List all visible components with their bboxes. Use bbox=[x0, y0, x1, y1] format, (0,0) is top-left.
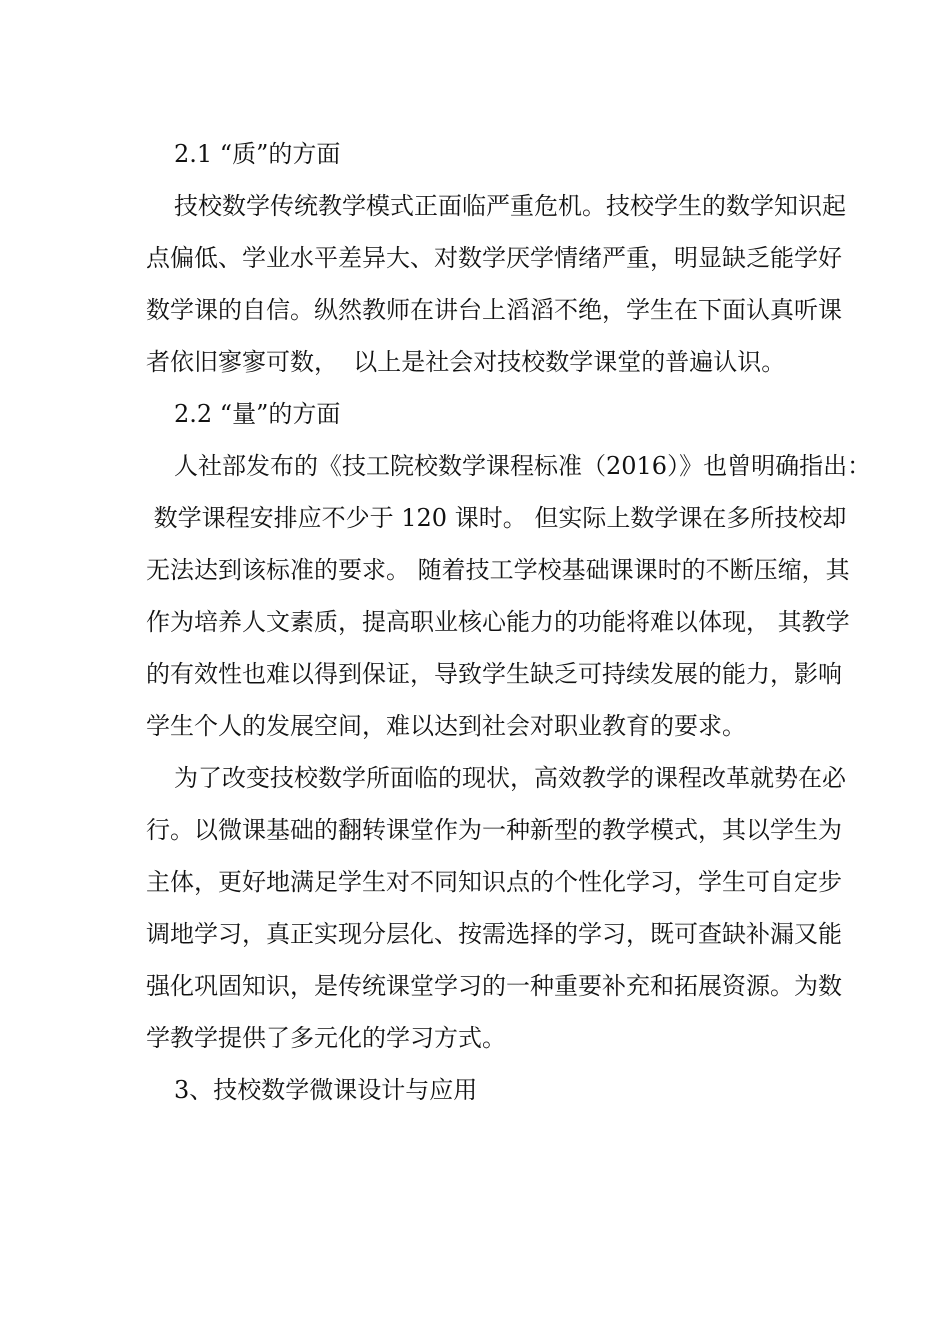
paragraph-line: 为了改变技校数学所面临的现状，高效教学的课程改革就势在必 bbox=[174, 764, 846, 792]
paragraph-line: 数学课程安排应不少于 120 课时。 但实际上数学课在多所技校却 bbox=[146, 504, 847, 532]
paragraph-line: 作为培养人文素质，提高职业核心能力的功能将难以体现， 其教学 bbox=[146, 608, 850, 636]
paragraph-line: 调地学习，真正实现分层化、按需选择的学习，既可查缺补漏又能 bbox=[146, 920, 842, 948]
paragraph-line: 的有效性也难以得到保证，导致学生缺乏可持续发展的能力，影响 bbox=[146, 660, 842, 688]
paragraph-line: 人社部发布的《技工院校数学课程标准（2016）》也曾明确指出： bbox=[174, 452, 872, 480]
section-heading-2-1: 2.1 “质”的方面 bbox=[174, 140, 341, 168]
paragraph-line: 数学课的自信。纵然教师在讲台上滔滔不绝，学生在下面认真听课 bbox=[146, 296, 842, 324]
paragraph-line: 主体，更好地满足学生对不同知识点的个性化学习，学生可自定步 bbox=[146, 868, 842, 896]
paragraph-line: 无法达到该标准的要求。 随着技工学校基础课课时的不断压缩，其 bbox=[146, 556, 850, 584]
paragraph-line: 行。以微课基础的翻转课堂作为一种新型的教学模式，其以学生为 bbox=[146, 816, 842, 844]
paragraph-line: 技校数学传统教学模式正面临严重危机。技校学生的数学知识起 bbox=[174, 192, 846, 220]
paragraph-line: 点偏低、学业水平差异大、对数学厌学情绪严重，明显缺乏能学好 bbox=[146, 244, 842, 272]
paragraph-line: 者依旧寥寥可数， 以上是社会对技校数学课堂的普遍认识。 bbox=[146, 348, 786, 376]
paragraph-line: 强化巩固知识，是传统课堂学习的一种重要补充和拓展资源。为数 bbox=[146, 972, 842, 1000]
paragraph-line: 学教学提供了多元化的学习方式。 bbox=[146, 1024, 506, 1052]
section-heading-2-2: 2.2 “量”的方面 bbox=[174, 400, 341, 428]
paragraph-line: 学生个人的发展空间，难以达到社会对职业教育的要求。 bbox=[146, 712, 746, 740]
section-heading-3: 3、技校数学微课设计与应用 bbox=[174, 1076, 478, 1104]
